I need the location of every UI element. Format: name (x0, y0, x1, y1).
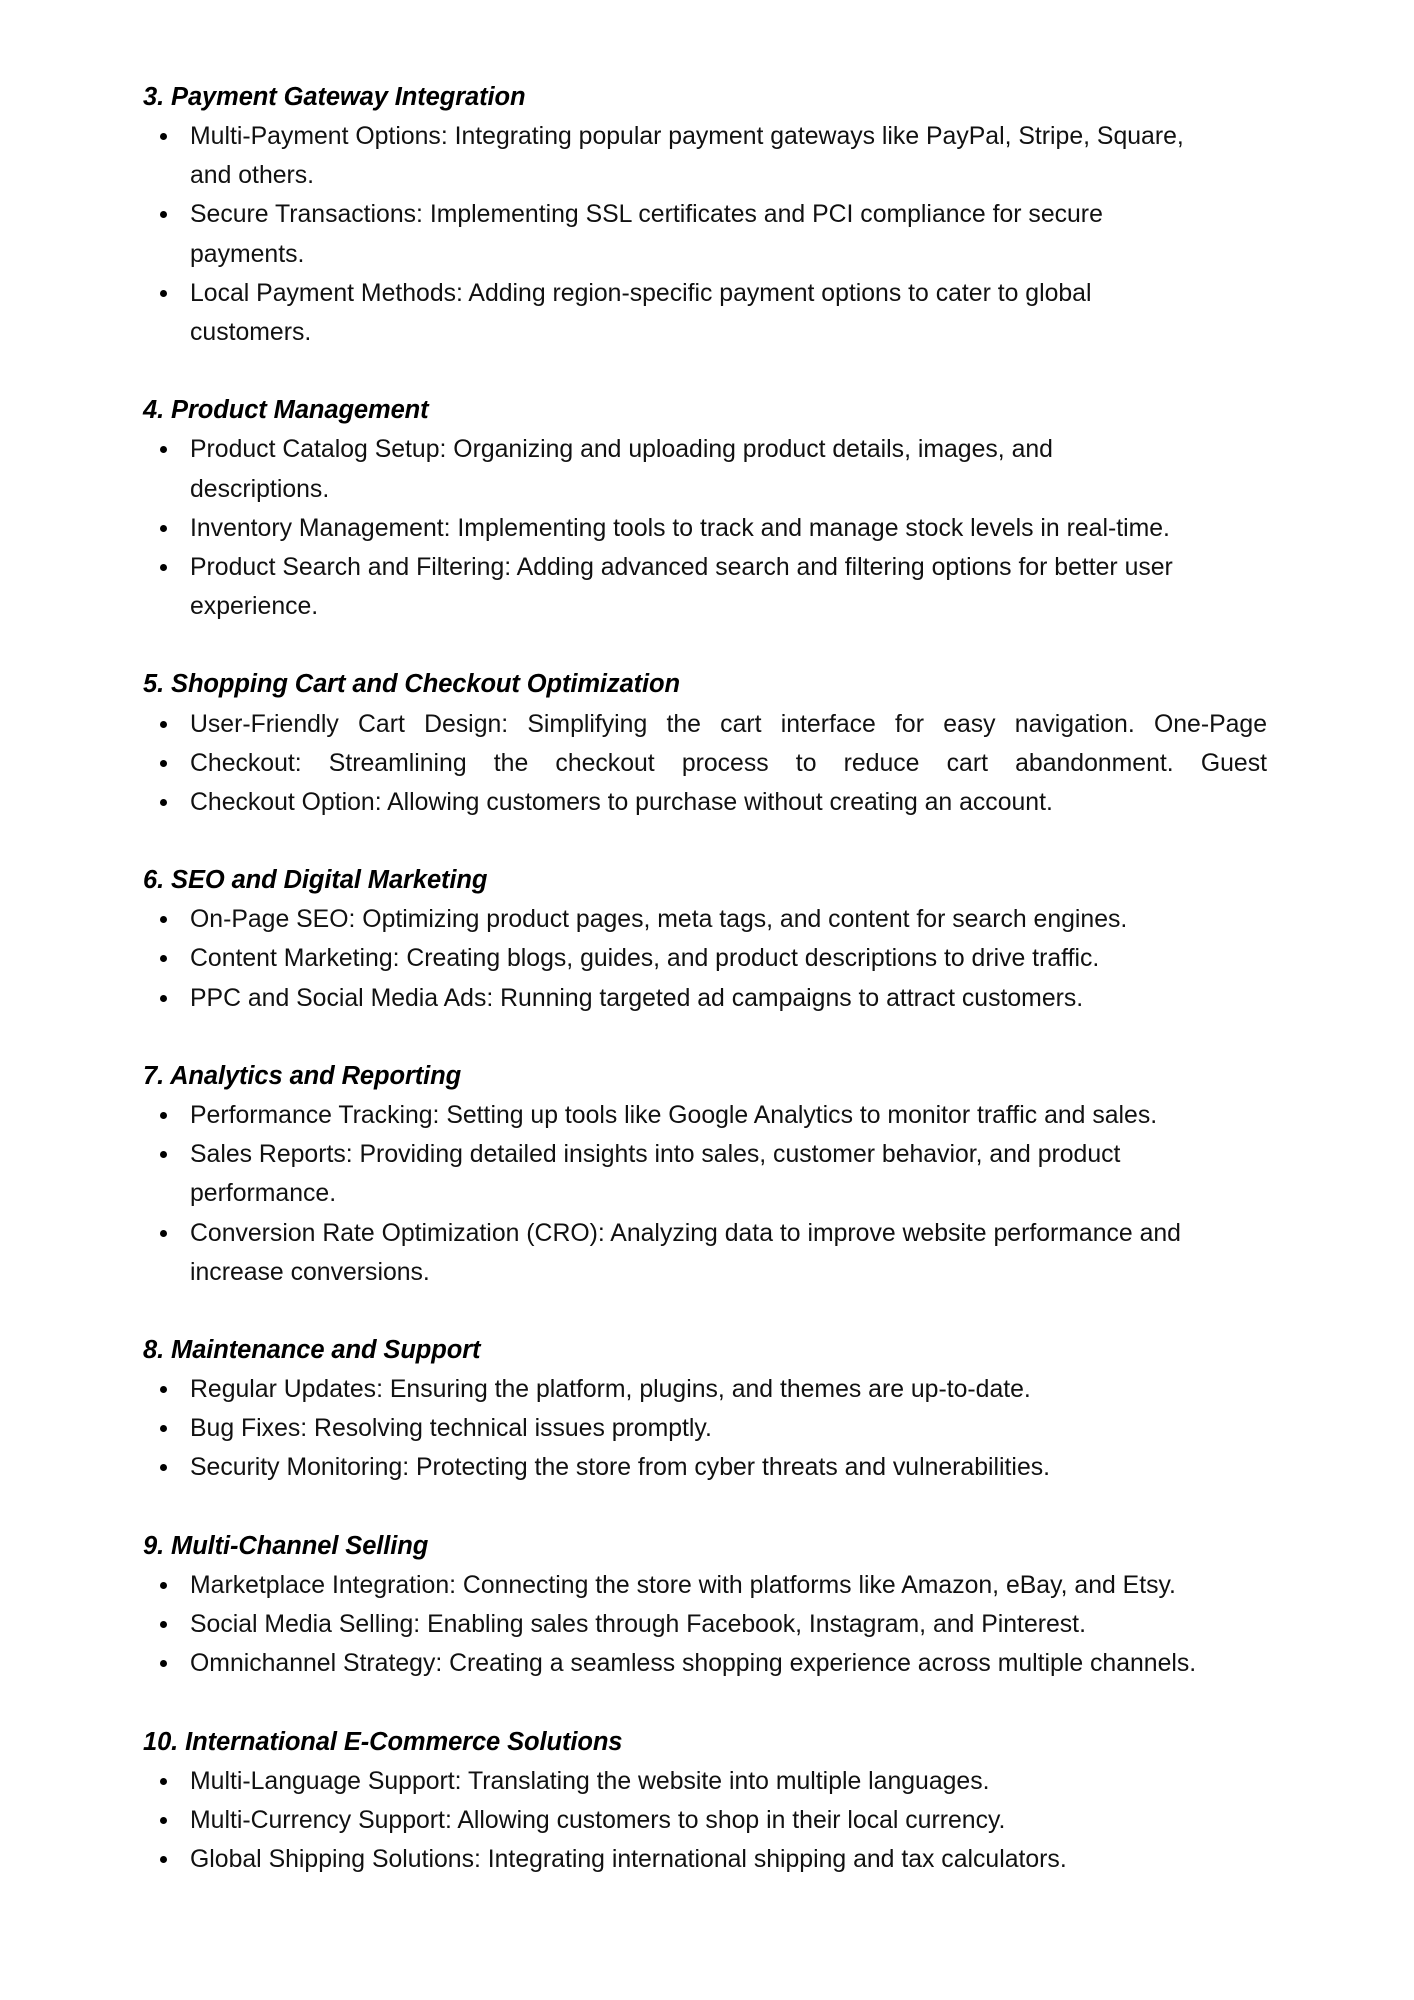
list-item (143, 1409, 1313, 1448)
list-item (143, 979, 1313, 1018)
bullet-icon (160, 760, 167, 767)
bullet-icon (160, 1230, 167, 1237)
list-item (143, 900, 1313, 939)
list-item-text: Social Media Selling: Enabling sales through Facebook, Instagram, and Pinterest. (190, 1611, 1086, 1639)
section-spacer (143, 1018, 1313, 1057)
document-content (143, 78, 1313, 1879)
bullet-icon (160, 525, 167, 532)
bullet-icon (160, 290, 167, 297)
list-item-text: Multi-Payment Options: Integrating popular payment gateways like PayPal, Stripe, Square, (190, 123, 1184, 151)
list-item-text: Product Catalog Setup: Organizing and uploading product details, images, and (190, 436, 1053, 464)
bullet-icon (160, 1817, 167, 1824)
bullet-icon (160, 1151, 167, 1158)
list-item-text: Multi-Currency Support: Allowing customers to shop in their local currency. (190, 1806, 1006, 1834)
section-multi-channel-selling (143, 1527, 1313, 1684)
section-product-management (143, 391, 1313, 626)
list-item-continuation: experience. (190, 593, 319, 621)
list-item (143, 1840, 1313, 1879)
bullet-icon (160, 564, 167, 571)
bullet-icon (160, 799, 167, 806)
list-item-text: Secure Transactions: Implementing SSL certificates and PCI compliance for secure (190, 201, 1103, 229)
bullet-icon (160, 955, 167, 962)
list-item (143, 1605, 1313, 1644)
list-item-text: Inventory Management: Implementing tools to track and manage stock levels in real-time. (190, 514, 1170, 542)
bullet-icon (160, 1386, 167, 1393)
list-item-text: Multi-Language Support: Translating the website into multiple languages. (190, 1767, 990, 1795)
list-item (143, 430, 1313, 469)
section-title: 6. SEO and Digital Marketing (143, 866, 488, 895)
list-item-continuation: descriptions. (190, 475, 330, 503)
bullet-icon (160, 446, 167, 453)
list-item-continuation: increase conversions. (190, 1258, 430, 1286)
list-item-text: Conversion Rate Optimization (CRO): Analyzing data to improve website performance and (190, 1219, 1181, 1247)
list-item (143, 783, 1313, 822)
list-item-text: Checkout: Streamlining the checkout process to reduce cart abandonment. Guest (190, 749, 1267, 777)
section-title: 3. Payment Gateway Integration (143, 83, 526, 111)
section-spacer (143, 1488, 1313, 1527)
bullet-icon (160, 721, 167, 728)
list-item-text: Content Marketing: Creating blogs, guides, and product descriptions to drive traffic. (190, 945, 1100, 973)
bullet-icon (160, 211, 167, 218)
list-item (143, 705, 1313, 744)
bullet-icon (160, 1621, 167, 1628)
bullet-icon (160, 1425, 167, 1432)
list-item (143, 509, 1313, 548)
bullet-icon (160, 1464, 167, 1471)
list-item-text: Global Shipping Solutions: Integrating international shipping and tax calculators. (190, 1846, 1067, 1874)
list-item (143, 1214, 1313, 1253)
section-spacer (143, 822, 1313, 861)
list-item (143, 548, 1313, 587)
section-international-ecommerce (143, 1723, 1313, 1880)
list-item (143, 117, 1313, 156)
list-item-text: Security Monitoring: Protecting the store from cyber threats and vulnerabilities. (190, 1454, 1051, 1482)
list-item-continuation: and others. (190, 162, 315, 190)
list-item-text: On-Page SEO: Optimizing product pages, meta tags, and content for search engines. (190, 906, 1128, 934)
list-item (143, 1801, 1313, 1840)
list-item (143, 1566, 1313, 1605)
list-item-text: Marketplace Integration: Connecting the store with platforms like Amazon, eBay, and Etsy. (190, 1571, 1176, 1599)
list-item (143, 274, 1313, 313)
section-spacer (143, 1683, 1313, 1722)
section-spacer (143, 1292, 1313, 1331)
section-title: 7. Analytics and Reporting (143, 1061, 462, 1090)
bullet-icon (160, 916, 167, 923)
section-title: 8. Maintenance and Support (143, 1336, 481, 1364)
bullet-icon (160, 1660, 167, 1667)
list-item (143, 1644, 1313, 1683)
list-item-text: Bug Fixes: Resolving technical issues promptly. (190, 1415, 712, 1443)
list-item (143, 1370, 1313, 1409)
list-item-text: Checkout Option: Allowing customers to purchase without creating an account. (190, 788, 1053, 816)
list-item (143, 1096, 1313, 1135)
section-title: 5. Shopping Cart and Checkout Optimization (143, 670, 680, 699)
bullet-icon (160, 1778, 167, 1785)
list-item-text: Sales Reports: Providing detailed insights into sales, customer behavior, and product (190, 1141, 1121, 1169)
bullet-icon (160, 1582, 167, 1589)
list-item (143, 744, 1313, 783)
section-title: 4. Product Management (143, 396, 429, 425)
list-item-text: PPC and Social Media Ads: Running targeted ad campaigns to attract customers. (190, 984, 1084, 1012)
list-item-text: User-Friendly Cart Design: Simplifying the cart interface for easy navigation. One-Page (190, 710, 1267, 738)
list-item-text: Performance Tracking: Setting up tools like Google Analytics to monitor traffic and sales. (190, 1102, 1158, 1130)
list-item (143, 1762, 1313, 1801)
section-analytics-reporting (143, 1057, 1313, 1292)
section-title: 10. International E-Commerce Solutions (143, 1727, 623, 1756)
list-item-continuation: performance. (190, 1180, 337, 1208)
section-maintenance-support (143, 1331, 1313, 1488)
section-spacer (143, 626, 1313, 665)
list-item-text: Omnichannel Strategy: Creating a seamless shopping experience across multiple channels. (190, 1650, 1197, 1678)
list-item-continuation: payments. (190, 240, 305, 268)
bullet-icon (160, 1112, 167, 1119)
list-item (143, 939, 1313, 978)
list-item (143, 1448, 1313, 1487)
section-shopping-cart-checkout (143, 665, 1313, 822)
section-title: 9. Multi-Channel Selling (143, 1531, 429, 1560)
section-payment-gateway-integration (143, 78, 1313, 352)
list-item-text: Regular Updates: Ensuring the platform, plugins, and themes are up-to-date. (190, 1376, 1031, 1404)
list-item-text: Product Search and Filtering: Adding advanced search and filtering options for better user (190, 553, 1173, 581)
section-seo-digital-marketing (143, 861, 1313, 1018)
bullet-icon (160, 133, 167, 140)
list-item-continuation: customers. (190, 318, 312, 346)
list-item (143, 1135, 1313, 1174)
list-item (143, 195, 1313, 234)
section-spacer (143, 352, 1313, 391)
bullet-icon (160, 1856, 167, 1863)
list-item-text: Local Payment Methods: Adding region-specific payment options to cater to global (190, 279, 1092, 307)
bullet-icon (160, 995, 167, 1002)
